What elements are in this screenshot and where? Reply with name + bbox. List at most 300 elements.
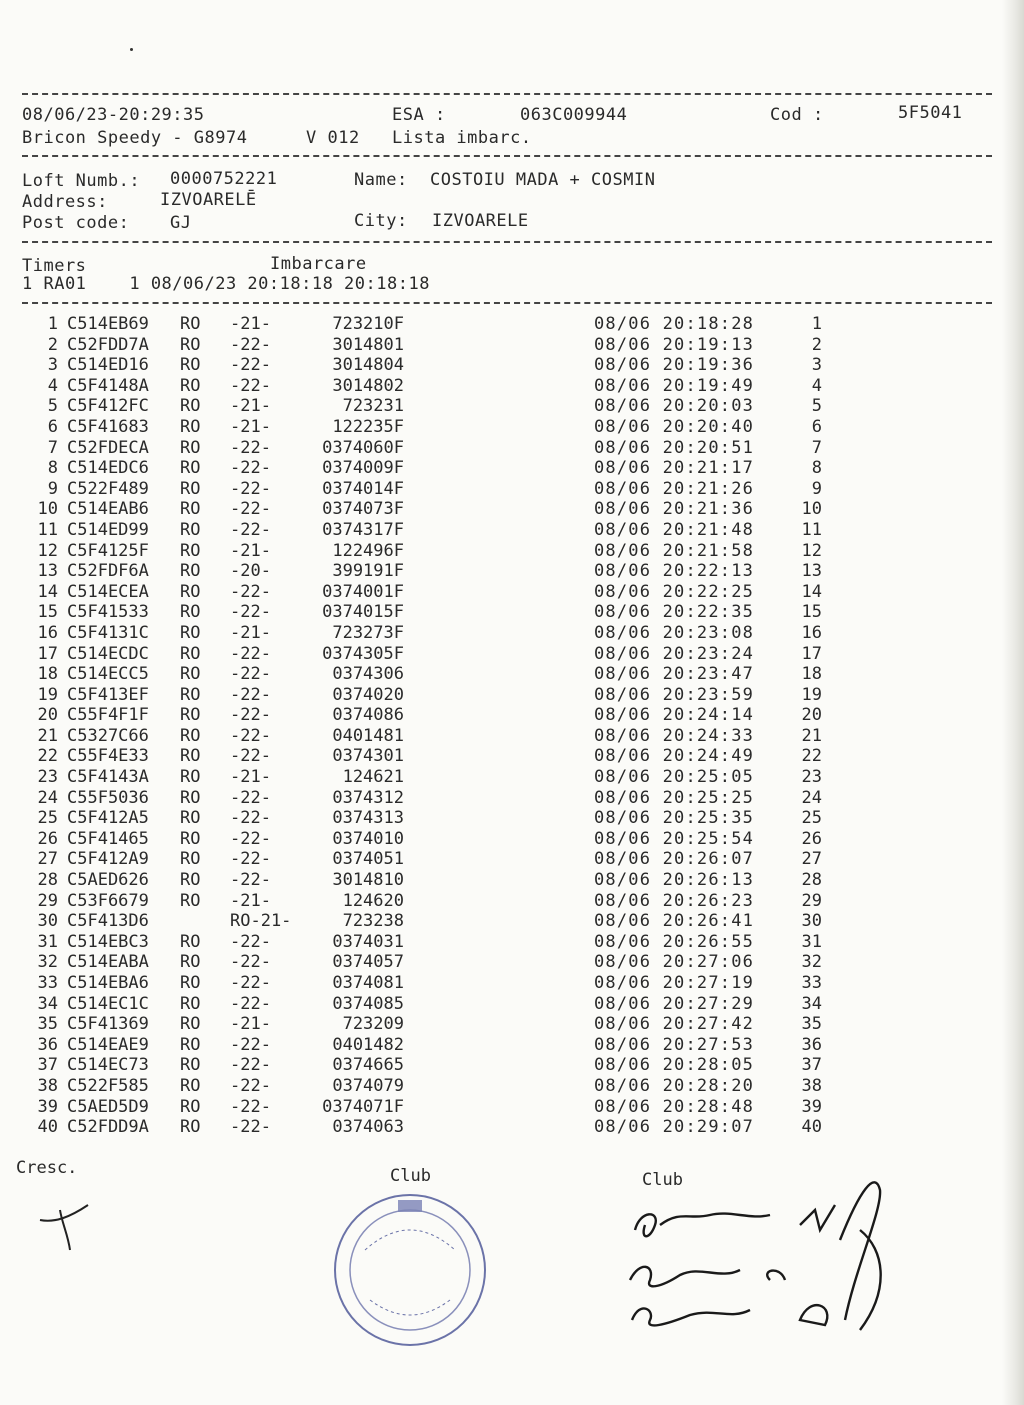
ring-id: C514ECEA [67,581,149,602]
ring-year: -22- [230,952,271,973]
country-code: RO [180,416,201,437]
row-index: 1 [47,314,58,334]
arrival-time: 08/06 20:22:35 [594,602,755,623]
row-index: 17 [37,643,58,664]
arrival-time: 08/06 20:21:36 [594,499,755,520]
ring-year: -22- [230,746,271,767]
arrival-time: 08/06 20:27:29 [594,993,755,1014]
country-code: RO [180,622,201,643]
position: 24 [801,787,822,808]
club-stamp [330,1190,490,1350]
ring-number: 0374060F [322,437,404,458]
row-index: 9 [47,478,58,499]
table-row [0,396,1024,417]
country-code: RO [180,1014,201,1035]
row-index: 8 [47,458,58,479]
arrival-time: 08/06 20:26:23 [594,890,755,911]
breeder-signature [30,1195,100,1255]
ring-number: 0374665 [332,1055,404,1076]
esa-value: 063C009944 [520,105,628,125]
country-code: RO [180,808,201,829]
row-index: 13 [37,561,58,582]
country-code: RO [180,931,201,952]
ring-number: 0374014F [322,478,404,499]
table-row [0,932,1024,953]
arrival-time: 08/06 20:25:25 [594,787,755,808]
ring-number: 0374071F [322,1096,404,1117]
arrival-time: 08/06 20:23:24 [594,643,755,664]
position: 10 [801,499,822,520]
row-index: 23 [37,767,58,788]
ring-number: 0374010 [332,828,404,849]
table-row [0,335,1024,356]
position: 9 [811,478,822,499]
ring-year: RO-21- [230,911,292,932]
position: 32 [801,952,822,973]
table-row [0,746,1024,767]
ring-id: C514ECDC [67,643,149,664]
position: 2 [811,334,822,355]
row-index: 31 [37,931,58,952]
ring-id: C514ED99 [67,519,149,540]
ring-year: -22- [230,375,271,396]
ring-number: 0374312 [332,787,404,808]
country-code: RO [180,643,201,664]
arrival-time: 08/06 20:28:20 [594,1075,755,1096]
club-signatures [620,1170,910,1360]
arrival-time: 08/06 20:27:53 [594,1034,755,1055]
ring-number: 0374051 [332,849,404,870]
row-index: 18 [37,664,58,685]
country-code: RO [180,746,201,767]
table-row [0,705,1024,726]
ring-id: C5F412A5 [67,808,149,829]
arrival-time: 08/06 20:19:13 [594,334,755,355]
country-code: RO [180,581,201,602]
ring-year: -22- [230,437,271,458]
ring-year: -22- [230,973,271,993]
loft-label: Loft Numb.: [22,171,141,191]
ring-year: -22- [230,1096,271,1117]
ring-year: -21- [230,540,271,561]
position: 6 [811,416,822,437]
ring-year: -22- [230,478,271,499]
ring-year: -22- [230,870,271,891]
ring-number: 0374086 [332,705,404,726]
table-row [0,1014,1024,1035]
row-index: 2 [47,334,58,355]
table-row [0,1055,1024,1076]
postcode-value: GJ [170,213,192,233]
arrival-time: 08/06 20:23:47 [594,664,755,685]
ring-id: C5F413D6 [67,911,149,932]
ring-number: 0374015F [322,602,404,623]
ring-number: 0374317F [322,519,404,540]
ring-id: C514ECC5 [67,664,149,685]
ring-id: C514EC73 [67,1055,149,1076]
country-code: RO [180,602,201,623]
ring-id: C514EBC3 [67,931,149,952]
row-index: 40 [37,1117,58,1138]
ring-number: 723209 [342,1014,404,1035]
position: 22 [801,746,822,767]
club-label: Club [390,1166,431,1186]
cod-value: 5F5041 [898,103,963,123]
table-row [0,829,1024,850]
country-code: RO [180,705,201,726]
country-code: RO [180,540,201,561]
row-index: 35 [37,1014,58,1035]
arrival-time: 08/06 20:26:55 [594,931,755,952]
arrival-time: 08/06 20:22:13 [594,561,755,582]
arrival-time: 08/06 20:26:13 [594,870,755,891]
ring-id: C5F412FC [67,396,149,417]
ring-number: 122496F [332,540,404,561]
table-row [0,582,1024,603]
ring-number: 0401482 [332,1034,404,1055]
ring-id: C5F41465 [67,828,149,849]
position: 18 [801,664,822,685]
table-row [0,664,1024,685]
table-row [0,994,1024,1015]
arrival-time: 08/06 20:23:08 [594,622,755,643]
ring-id: C5AED626 [67,870,149,891]
separator-line [22,93,992,95]
ring-number: 723273F [332,622,404,643]
arrival-time: 08/06 20:21:58 [594,540,755,561]
arrival-time: 08/06 20:27:06 [594,952,755,973]
country-code: RO [180,787,201,808]
country-code: RO [180,519,201,540]
table-row [0,767,1024,788]
arrival-time: 08/06 20:20:03 [594,396,755,417]
arrival-time: 08/06 20:24:49 [594,746,755,767]
ring-number: 0374306 [332,664,404,685]
position: 30 [801,911,822,932]
row-index: 10 [37,499,58,520]
row-index: 26 [37,828,58,849]
arrival-time: 08/06 20:29:07 [594,1117,755,1138]
ring-year: -21- [230,314,271,334]
row-index: 34 [37,993,58,1014]
separator-line [22,241,992,243]
position: 35 [801,1014,822,1035]
row-index: 15 [37,602,58,623]
position: 39 [801,1096,822,1117]
ring-number: 0374313 [332,808,404,829]
country-code: RO [180,458,201,479]
position: 27 [801,849,822,870]
device-name: Bricon Speedy - G8974 [22,128,248,148]
country-code: RO [180,396,201,417]
arrival-time: 08/06 20:21:26 [594,478,755,499]
postcode-label: Post code: [22,213,130,233]
country-code: RO [180,437,201,458]
ring-year: -22- [230,1075,271,1096]
table-row [0,417,1024,438]
ring-number: 0401481 [332,725,404,746]
ring-id: C53F6679 [67,890,149,911]
ring-number: 399191F [332,561,404,582]
country-code: RO [180,355,201,376]
position: 33 [801,973,822,993]
position: 3 [811,355,822,376]
ring-year: -22- [230,684,271,705]
position: 12 [801,540,822,561]
ring-number: 0374031 [332,931,404,952]
row-index: 30 [37,911,58,932]
table-row [0,849,1024,870]
position: 25 [801,808,822,829]
row-index: 38 [37,1075,58,1096]
position: 29 [801,890,822,911]
ring-year: -22- [230,993,271,1014]
ring-number: 124621 [342,767,404,788]
arrival-time: 08/06 20:27:42 [594,1014,755,1035]
table-row [0,1076,1024,1097]
position: 13 [801,561,822,582]
ring-id: C5F41683 [67,416,149,437]
loft-number: 0000752221 [170,169,278,189]
city-label: City: [354,211,408,231]
country-code: RO [180,375,201,396]
ring-year: -21- [230,622,271,643]
ring-id: C52FDECA [67,437,149,458]
row-index: 11 [37,519,58,540]
ring-id: C5F41369 [67,1014,149,1035]
position: 15 [801,602,822,623]
ring-year: -22- [230,355,271,376]
row-index: 4 [47,375,58,396]
ring-year: -22- [230,1117,271,1138]
ring-year: -22- [230,705,271,726]
ring-id: C514EC1C [67,993,149,1014]
arrival-time: 08/06 20:27:19 [594,973,755,993]
table-row [0,602,1024,623]
row-index: 37 [37,1055,58,1076]
table-row [0,644,1024,665]
table-row [0,726,1024,747]
ring-id: C5AED5D9 [67,1096,149,1117]
position: 1 [811,314,822,334]
row-index: 39 [37,1096,58,1117]
row-index: 29 [37,890,58,911]
ring-id: C522F489 [67,478,149,499]
ring-id: C514EAB6 [67,499,149,520]
country-code: RO [180,849,201,870]
country-code: RO [180,478,201,499]
ring-id: C55F4E33 [67,746,149,767]
table-row [0,952,1024,973]
table-row [0,499,1024,520]
country-code: RO [180,870,201,891]
country-code: RO [180,1055,201,1076]
ring-id: C52FDF6A [67,561,149,582]
ring-number: 3014801 [332,334,404,355]
row-index: 20 [37,705,58,726]
ring-number: 723238 [342,911,404,932]
country-code: RO [180,993,201,1014]
fancier-name: COSTOIU MADA + COSMIN [430,170,656,190]
club-label-2: Club [642,1170,683,1190]
ring-number: 0374063 [332,1117,404,1138]
table-row [0,1097,1024,1118]
row-index: 6 [47,416,58,437]
ring-year: -20- [230,561,271,582]
position: 28 [801,870,822,891]
ring-number: 3014804 [332,355,404,376]
ring-id: C514ED16 [67,355,149,376]
arrival-time: 08/06 20:19:49 [594,375,755,396]
ring-id: C5F4148A [67,375,149,396]
arrival-time: 08/06 20:18:28 [594,314,755,334]
arrival-time: 08/06 20:28:05 [594,1055,755,1076]
ring-year: -21- [230,396,271,417]
row-index: 33 [37,973,58,993]
country-code: RO [180,973,201,993]
country-code: RO [180,1096,201,1117]
arrival-time: 08/06 20:28:48 [594,1096,755,1117]
country-code: RO [180,1075,201,1096]
print-datetime: 08/06/23-20:29:35 [22,105,205,125]
position: 5 [811,396,822,417]
country-code: RO [180,828,201,849]
position: 23 [801,767,822,788]
row-index: 12 [37,540,58,561]
country-code: RO [180,1034,201,1055]
speck [130,48,133,51]
ring-number: 0374057 [332,952,404,973]
ring-year: -21- [230,767,271,788]
row-index: 25 [37,808,58,829]
position: 37 [801,1055,822,1076]
row-index: 32 [37,952,58,973]
ring-year: -22- [230,581,271,602]
position: 38 [801,1075,822,1096]
ring-year: -22- [230,602,271,623]
country-code: RO [180,499,201,520]
ring-number: 0374081 [332,973,404,993]
ring-number: 0374001F [322,581,404,602]
country-code: RO [180,664,201,685]
table-row [0,541,1024,562]
country-code: RO [180,767,201,788]
row-index: 27 [37,849,58,870]
table-row [0,1035,1024,1056]
ring-number: 122235F [332,416,404,437]
table-row [0,685,1024,706]
ring-year: -22- [230,519,271,540]
name-label: Name: [354,170,408,190]
ring-year: -22- [230,931,271,952]
ring-year: -22- [230,334,271,355]
ring-number: 124620 [342,890,404,911]
ring-year: -22- [230,849,271,870]
city-value: IZVOARELE [432,211,529,231]
row-index: 14 [37,581,58,602]
arrival-time: 08/06 20:24:14 [594,705,755,726]
ring-number: 0374079 [332,1075,404,1096]
ring-year: -21- [230,890,271,911]
table-row [0,376,1024,397]
country-code: RO [180,952,201,973]
table-row [0,870,1024,891]
table-row [0,561,1024,582]
arrival-time: 08/06 20:21:48 [594,519,755,540]
arrival-time: 08/06 20:26:07 [594,849,755,870]
address-value: IZVOARELĒ [160,190,257,210]
arrival-time: 08/06 20:22:25 [594,581,755,602]
country-code: RO [180,890,201,911]
ring-year: -22- [230,808,271,829]
ring-id: C52FDD9A [67,1117,149,1138]
arrival-time: 08/06 20:24:33 [594,725,755,746]
ring-number: 0374085 [332,993,404,1014]
ring-id: C5F4143A [67,767,149,788]
ring-year: -22- [230,1055,271,1076]
ring-year: -21- [230,416,271,437]
ring-number: 3014802 [332,375,404,396]
ring-number: 3014810 [332,870,404,891]
device-version: V 012 [306,128,360,148]
ring-number: 0374020 [332,684,404,705]
ring-id: C5F4131C [67,622,149,643]
row-index: 28 [37,870,58,891]
row-index: 7 [47,437,58,458]
ring-id: C514EAE9 [67,1034,149,1055]
table-row [0,479,1024,500]
arrival-time: 08/06 20:20:40 [594,416,755,437]
ring-id: C5F41533 [67,602,149,623]
timer-line: 1 RA01 1 08/06/23 20:18:18 20:18:18 [22,274,430,294]
table-row [0,355,1024,376]
ring-year: -21- [230,1014,271,1035]
arrival-time: 08/06 20:25:54 [594,828,755,849]
ring-number: 723210F [332,314,404,334]
arrival-time: 08/06 20:26:41 [594,911,755,932]
cresc-label: Cresc. [16,1158,78,1178]
ring-number: 0374073F [322,499,404,520]
separator-line [22,155,992,157]
address-label: Address: [22,192,108,212]
country-code: RO [180,1117,201,1138]
table-row [0,314,1024,335]
position: 11 [801,519,822,540]
ring-id: C514EB69 [67,314,149,334]
row-index: 3 [47,355,58,376]
ring-number: 0374009F [322,458,404,479]
ring-year: -22- [230,664,271,685]
country-code: RO [180,334,201,355]
ring-year: -22- [230,725,271,746]
position: 17 [801,643,822,664]
position: 31 [801,931,822,952]
ring-number: 723231 [342,396,404,417]
row-index: 16 [37,622,58,643]
ring-year: -22- [230,458,271,479]
ring-year: -22- [230,1034,271,1055]
position: 8 [811,458,822,479]
row-index: 24 [37,787,58,808]
position: 7 [811,437,822,458]
arrival-time: 08/06 20:19:36 [594,355,755,376]
ring-id: C5F413EF [67,684,149,705]
ring-year: -22- [230,828,271,849]
country-code: RO [180,561,201,582]
table-row [0,973,1024,994]
table-row [0,438,1024,459]
position: 26 [801,828,822,849]
